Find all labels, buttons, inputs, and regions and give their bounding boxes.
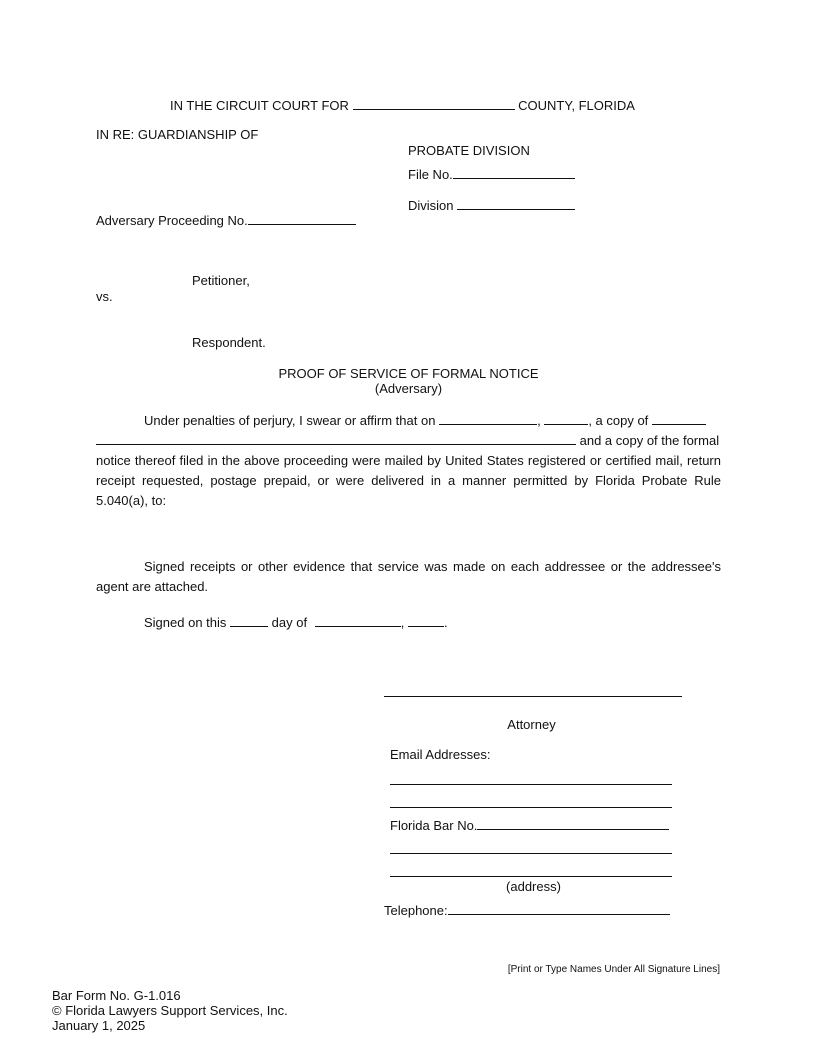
telephone-blank[interactable] bbox=[448, 902, 670, 915]
address-label: (address) bbox=[506, 879, 561, 894]
form-number: Bar Form No. G-1.016 bbox=[52, 988, 181, 1003]
signed-on-label: Signed on this bbox=[144, 615, 227, 630]
bar-no-blank[interactable] bbox=[477, 817, 669, 830]
oath-line-2 bbox=[96, 432, 719, 449]
day-blank[interactable] bbox=[230, 614, 268, 627]
vs-label: vs. bbox=[96, 289, 113, 304]
print-names-note: [Print or Type Names Under All Signature Lines] bbox=[507, 964, 720, 975]
petitioner-label: Petitioner, bbox=[192, 273, 250, 288]
adversary-no-blank[interactable] bbox=[248, 212, 356, 225]
email-line-2[interactable] bbox=[390, 807, 672, 808]
attorney-label: Attorney bbox=[507, 717, 556, 732]
service-date-blank[interactable] bbox=[439, 412, 537, 425]
month-blank[interactable] bbox=[315, 614, 401, 627]
court-prefix: IN THE CIRCUIT COURT FOR bbox=[170, 98, 349, 113]
and-copy: and a copy of the formal bbox=[576, 433, 720, 448]
form-date: January 1, 2025 bbox=[52, 1018, 146, 1033]
copy-of: , a copy of bbox=[588, 413, 649, 428]
oath-start: Under penalties of perjury, I swear or affirm that on bbox=[144, 413, 436, 428]
year-blank[interactable] bbox=[408, 614, 444, 627]
telephone-label: Telephone: bbox=[384, 903, 448, 918]
address-line-2[interactable] bbox=[390, 876, 672, 877]
bar-no-label: Florida Bar No. bbox=[390, 818, 478, 833]
address-line-1[interactable] bbox=[390, 853, 672, 854]
court-suffix: COUNTY, FLORIDA bbox=[518, 98, 635, 113]
county-blank[interactable] bbox=[353, 97, 515, 110]
oath-line-1: Under penalties of perjury, I swear or affirm that on , , a copy of bbox=[144, 412, 706, 429]
probate-division: PROBATE DIVISION bbox=[408, 143, 530, 158]
in-re-heading: IN RE: GUARDIANSHIP OF bbox=[96, 127, 259, 142]
division-blank[interactable] bbox=[457, 197, 575, 210]
day-of-label: day of bbox=[271, 615, 308, 630]
adversary-no-label: Adversary Proceeding No. bbox=[96, 213, 248, 228]
telephone bbox=[384, 902, 670, 919]
email-label: Email Addresses: bbox=[390, 747, 491, 762]
document-subtitle: (Adversary) bbox=[374, 381, 443, 396]
court-caption bbox=[170, 97, 635, 114]
service-year-blank[interactable] bbox=[544, 412, 588, 425]
file-no-blank[interactable] bbox=[453, 166, 575, 179]
bar-no bbox=[390, 817, 669, 834]
document-name-blank-2[interactable] bbox=[96, 432, 576, 445]
signature-line[interactable] bbox=[384, 696, 682, 697]
division bbox=[408, 197, 575, 214]
file-no-label: File No. bbox=[408, 167, 453, 182]
email-line-1[interactable] bbox=[390, 784, 672, 785]
oath-rest: notice thereof filed in the above proceeding were mailed by United States registered or certified mail, return receipt requested, postage prepaid, or were delivered in a manner permitted by Florida Probate Rule 5.040(a), to: bbox=[96, 453, 721, 508]
document-title: PROOF OF SERVICE OF FORMAL NOTICE bbox=[278, 366, 539, 381]
file-no bbox=[408, 166, 575, 183]
signed-on-line: Signed on this day of , . bbox=[144, 615, 448, 630]
copyright: © Florida Lawyers Support Services, Inc. bbox=[52, 1003, 288, 1018]
respondent-label: Respondent. bbox=[192, 335, 266, 350]
division-label: Division bbox=[408, 198, 454, 213]
receipts-paragraph: Signed receipts or other evidence that service was made on each addressee or the addressee's agent are attached. bbox=[96, 559, 721, 594]
adversary-proceeding-no bbox=[96, 212, 356, 229]
document-name-blank-1[interactable] bbox=[652, 412, 706, 425]
